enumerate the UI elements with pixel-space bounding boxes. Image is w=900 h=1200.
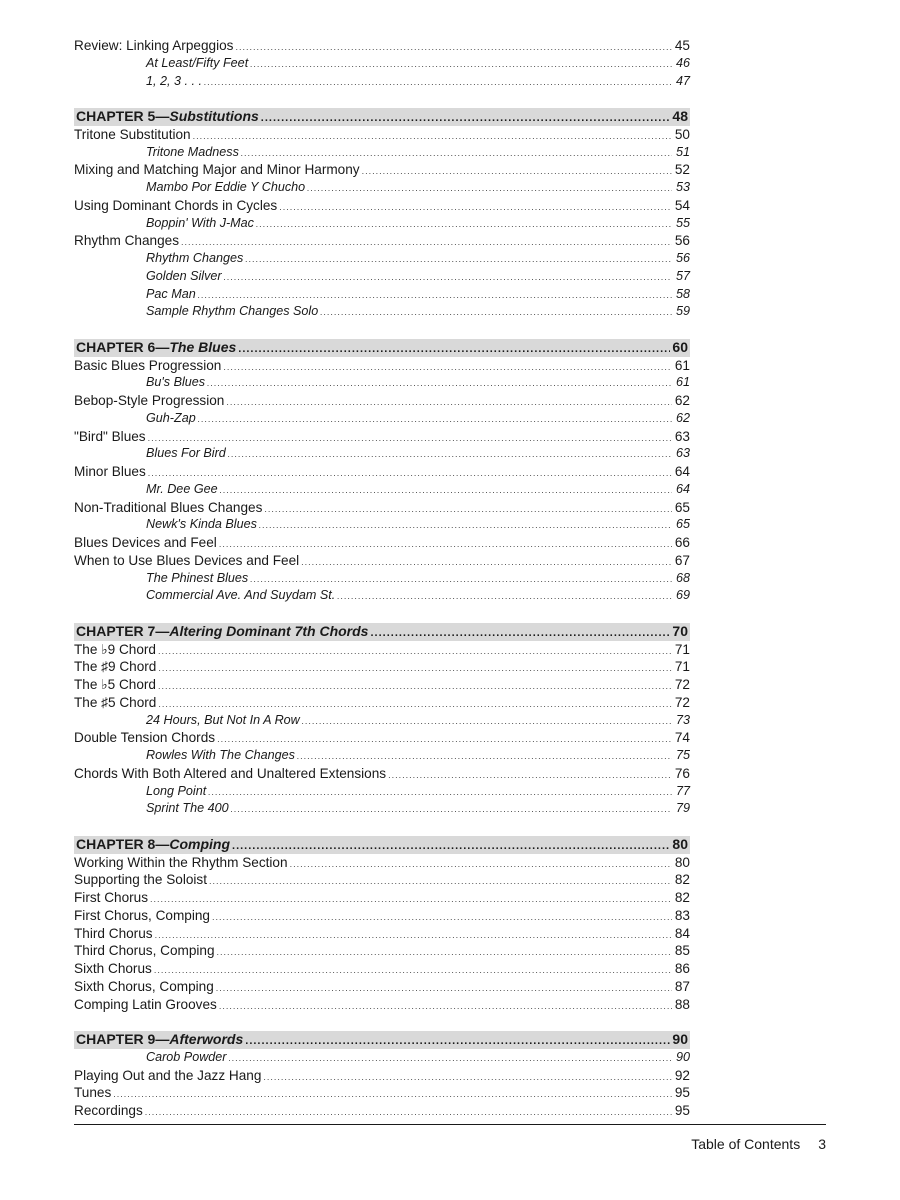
toc-section-entry[interactable] bbox=[74, 907, 690, 925]
toc-entry-title: The ♭9 Chord bbox=[74, 641, 156, 657]
toc-page-number: 84 bbox=[674, 925, 690, 941]
toc-page-number: 75 bbox=[675, 748, 690, 762]
dot-leader bbox=[370, 625, 670, 643]
toc-page-number: 66 bbox=[674, 535, 690, 550]
dot-leader bbox=[362, 163, 672, 181]
toc-page-number: 71 bbox=[674, 659, 690, 675]
toc-page-number: 73 bbox=[675, 712, 690, 727]
toc-entry-title: Rhythm Changes bbox=[146, 251, 244, 265]
toc-section-entry[interactable] bbox=[74, 552, 690, 570]
toc-page-number: 55 bbox=[675, 215, 690, 230]
dot-leader bbox=[320, 304, 672, 322]
toc-section-entry[interactable] bbox=[74, 889, 690, 907]
dot-leader bbox=[232, 838, 670, 856]
toc-section-entry[interactable] bbox=[74, 197, 690, 215]
toc-entry-title: Golden Silver bbox=[146, 268, 222, 283]
chapter-label: CHAPTER 8— bbox=[76, 835, 170, 852]
dot-leader bbox=[219, 998, 672, 1016]
dot-leader bbox=[193, 128, 672, 146]
toc-page-number: 82 bbox=[674, 890, 690, 905]
toc-entry-title: Tritone Substitution bbox=[74, 126, 191, 142]
dot-leader bbox=[113, 1086, 672, 1104]
dot-leader bbox=[158, 660, 672, 678]
toc-entry-title: Working Within the Rhythm Section bbox=[74, 854, 288, 870]
toc-entry-title: First Chorus bbox=[74, 890, 149, 905]
chapter-heading[interactable] bbox=[74, 339, 690, 357]
toc-section-entry[interactable] bbox=[74, 942, 690, 960]
dot-leader bbox=[231, 801, 672, 819]
toc-page-number: 95 bbox=[674, 1103, 690, 1118]
toc-page-number: 58 bbox=[675, 286, 690, 301]
toc-tune-entry[interactable] bbox=[74, 55, 690, 73]
dot-leader bbox=[223, 359, 672, 377]
chapter-label: CHAPTER 6— bbox=[76, 338, 170, 355]
toc-entry-title: Double Tension Chords bbox=[74, 730, 216, 746]
toc-section-entry[interactable] bbox=[74, 871, 690, 889]
dot-leader bbox=[229, 1050, 672, 1068]
toc-entry-title: Guh-Zap bbox=[146, 410, 196, 425]
dot-leader bbox=[154, 962, 672, 980]
toc-tune-entry[interactable] bbox=[74, 286, 690, 304]
toc-page-number: 80 bbox=[674, 854, 690, 870]
toc-section-entry[interactable] bbox=[74, 463, 690, 481]
chapter-name: Substitutions bbox=[169, 108, 259, 124]
toc-entry-title: Sixth Chorus, Comping bbox=[74, 978, 214, 994]
dot-leader bbox=[158, 643, 672, 661]
toc-entry-title: Non-Traditional Blues Changes bbox=[74, 499, 263, 515]
toc-page-number: 80 bbox=[672, 835, 688, 852]
toc-tune-entry[interactable] bbox=[74, 587, 690, 605]
toc-page-number: 86 bbox=[674, 961, 690, 976]
toc-page-number: 50 bbox=[674, 126, 690, 142]
toc-entry-title: Review: Linking Arpeggios bbox=[74, 38, 234, 53]
dot-leader bbox=[250, 571, 672, 589]
toc-tune-entry[interactable] bbox=[74, 250, 690, 268]
toc-entry-title: Mr. Dee Gee bbox=[146, 481, 218, 496]
toc-entry-title: Blues For Bird bbox=[146, 446, 226, 461]
toc-entry-title: The ♯9 Chord bbox=[74, 659, 157, 675]
toc-entry-title: Sprint The 400 bbox=[146, 801, 229, 816]
toc-entry-title: Playing Out and the Jazz Hang bbox=[74, 1067, 262, 1083]
dot-leader bbox=[204, 74, 672, 92]
toc-section-entry[interactable] bbox=[74, 765, 690, 783]
toc-tune-entry[interactable] bbox=[74, 303, 690, 321]
toc-page-number: 62 bbox=[674, 393, 690, 408]
toc-tune-entry[interactable] bbox=[74, 268, 690, 286]
chapter-heading[interactable] bbox=[74, 623, 690, 641]
toc-entry-title: The Phinest Blues bbox=[146, 570, 249, 585]
chapter-heading[interactable] bbox=[74, 1031, 690, 1049]
toc-tune-entry[interactable] bbox=[74, 570, 690, 588]
toc-entry-title: The ♭5 Chord bbox=[74, 677, 156, 692]
dot-leader bbox=[198, 287, 672, 305]
toc-entry-title: Pac Man bbox=[146, 286, 196, 301]
dot-leader bbox=[224, 269, 672, 287]
toc-tune-entry[interactable] bbox=[74, 481, 690, 499]
toc-page-number: 64 bbox=[675, 481, 690, 496]
toc-page-number: 83 bbox=[674, 907, 690, 923]
toc-page-number: 53 bbox=[675, 180, 690, 194]
dot-leader bbox=[148, 430, 672, 448]
footer-section-title: Table of Contents bbox=[691, 1136, 801, 1152]
toc-tune-entry[interactable] bbox=[74, 179, 690, 197]
dot-leader bbox=[235, 39, 672, 57]
toc-tune-entry[interactable] bbox=[74, 445, 690, 463]
toc-page-number: 45 bbox=[674, 38, 690, 53]
toc-entry-title: Using Dominant Chords in Cycles bbox=[74, 197, 278, 213]
toc-page-number: 68 bbox=[675, 570, 690, 585]
dot-leader bbox=[158, 678, 672, 696]
toc-page-number: 88 bbox=[674, 996, 690, 1012]
dot-leader bbox=[216, 980, 672, 998]
toc-entry-title: Minor Blues bbox=[74, 464, 146, 479]
toc-entry-title: Mixing and Matching Major and Minor Harmony bbox=[74, 162, 360, 178]
chapter-name: Comping bbox=[169, 835, 231, 852]
toc-page-number: 82 bbox=[674, 872, 690, 888]
toc-entry-title: The ♯5 Chord bbox=[74, 694, 157, 710]
toc-entry-title: Chords With Both Altered and Unaltered Extensions bbox=[74, 765, 387, 781]
dot-leader bbox=[198, 411, 672, 429]
dot-leader bbox=[263, 1069, 672, 1087]
toc-section-entry[interactable] bbox=[74, 37, 690, 55]
toc-page-number: 85 bbox=[674, 943, 690, 959]
toc-page-number: 90 bbox=[675, 1049, 690, 1064]
toc-entry-title: Long Point bbox=[146, 783, 207, 798]
chapter-title bbox=[76, 623, 368, 641]
chapter-title bbox=[76, 836, 230, 854]
toc-page-number: 90 bbox=[672, 1031, 688, 1047]
toc-page-number: 56 bbox=[674, 233, 690, 249]
toc-entry-title: Third Chorus, Comping bbox=[74, 943, 215, 959]
dot-leader bbox=[220, 482, 672, 500]
dot-leader bbox=[259, 517, 672, 535]
toc-section-entry[interactable] bbox=[74, 1102, 690, 1120]
toc-entry-title: Comping Latin Grooves bbox=[74, 996, 217, 1012]
toc-page-number: 65 bbox=[674, 499, 690, 515]
dot-leader bbox=[150, 891, 672, 909]
dot-leader bbox=[245, 251, 672, 269]
dot-leader bbox=[307, 180, 672, 198]
toc-tune-entry[interactable] bbox=[74, 783, 690, 801]
toc-page-number: 52 bbox=[674, 162, 690, 178]
toc-entry-title: Third Chorus bbox=[74, 925, 153, 941]
chapter-title bbox=[76, 1031, 243, 1049]
toc-page-number: 60 bbox=[672, 338, 688, 355]
toc-page-number: 76 bbox=[674, 765, 690, 781]
dot-leader bbox=[241, 145, 672, 163]
toc-page-number: 63 bbox=[674, 428, 690, 444]
toc-entry-title: Bu's Blues bbox=[146, 375, 206, 390]
toc-section-entry[interactable] bbox=[74, 357, 690, 375]
dot-leader bbox=[337, 588, 672, 606]
toc-page-number: 69 bbox=[675, 588, 690, 603]
chapter-title bbox=[76, 339, 236, 357]
dot-leader bbox=[181, 234, 672, 252]
dot-leader bbox=[261, 110, 670, 128]
toc-page-number: 57 bbox=[675, 268, 690, 283]
toc-section-entry[interactable] bbox=[74, 978, 690, 996]
toc-entry-title: Recordings bbox=[74, 1103, 143, 1118]
dot-leader bbox=[290, 856, 672, 874]
toc-tune-entry[interactable] bbox=[74, 374, 690, 392]
dot-leader bbox=[238, 341, 670, 359]
footer-page-number: 3 bbox=[818, 1136, 826, 1152]
toc-entry-title: Newk's Kinda Blues bbox=[146, 517, 257, 532]
dot-leader bbox=[297, 748, 672, 766]
toc-section-entry[interactable] bbox=[74, 232, 690, 250]
toc-entry-title: Basic Blues Progression bbox=[74, 357, 222, 373]
chapter-name: Altering Dominant 7th Chords bbox=[169, 622, 369, 639]
toc-section-entry[interactable] bbox=[74, 960, 690, 978]
toc-entry-title: 1, 2, 3 . . . bbox=[146, 73, 203, 88]
toc-entry-title: "Bird" Blues bbox=[74, 428, 146, 444]
chapter-heading[interactable] bbox=[74, 108, 690, 126]
page-footer bbox=[74, 1136, 826, 1152]
dot-leader bbox=[212, 909, 672, 927]
toc-entry-title: Supporting the Soloist bbox=[74, 872, 208, 888]
dot-leader bbox=[250, 56, 672, 74]
toc-section-entry[interactable] bbox=[74, 641, 690, 659]
toc-page-number: 71 bbox=[674, 641, 690, 657]
dot-leader bbox=[145, 1104, 672, 1122]
dot-leader bbox=[148, 465, 672, 483]
toc-tune-entry[interactable] bbox=[74, 516, 690, 534]
toc-tune-entry[interactable] bbox=[74, 712, 690, 730]
toc-section-entry[interactable] bbox=[74, 428, 690, 446]
toc-entry-title: Commercial Ave. And Suydam St. bbox=[146, 588, 336, 603]
toc-entry-title: Mambo Por Eddie Y Chucho bbox=[146, 180, 306, 194]
toc-entry-title: Tunes bbox=[74, 1085, 112, 1101]
toc-entry-title: 24 Hours, But Not In A Row bbox=[146, 712, 300, 727]
toc-page-number: 62 bbox=[675, 410, 690, 425]
toc-page-number: 95 bbox=[674, 1085, 690, 1101]
chapter-title bbox=[76, 108, 259, 126]
toc-entry-title: Sixth Chorus bbox=[74, 961, 152, 976]
toc-entry-title: Sample Rhythm Changes Solo bbox=[146, 304, 319, 319]
toc-section-entry[interactable] bbox=[74, 658, 690, 676]
toc-page-number: 92 bbox=[674, 1067, 690, 1083]
toc-entry-title: Bebop-Style Progression bbox=[74, 393, 225, 408]
toc-page-number: 56 bbox=[675, 251, 690, 265]
toc-page-number: 54 bbox=[674, 197, 690, 213]
toc-entry-title: Carob Powder bbox=[146, 1049, 227, 1064]
toc-page-number: 72 bbox=[674, 677, 690, 692]
toc-page-number: 70 bbox=[672, 622, 688, 639]
toc-section-entry[interactable] bbox=[74, 1067, 690, 1085]
toc-page-number: 61 bbox=[674, 357, 690, 373]
toc-entry-title: At Least/Fifty Feet bbox=[146, 55, 249, 70]
dot-leader bbox=[279, 199, 672, 217]
toc-page-number: 64 bbox=[674, 464, 690, 479]
dot-leader bbox=[208, 784, 672, 802]
toc-page-number: 51 bbox=[675, 144, 690, 159]
dot-leader bbox=[209, 873, 672, 891]
dot-leader bbox=[226, 394, 672, 412]
toc-tune-entry[interactable] bbox=[74, 747, 690, 765]
footer-rule bbox=[74, 1124, 826, 1125]
toc-section-entry[interactable] bbox=[74, 392, 690, 410]
table-of-contents bbox=[74, 37, 690, 1120]
toc-section-entry[interactable] bbox=[74, 676, 690, 694]
toc-page-number: 46 bbox=[675, 55, 690, 70]
toc-page-number: 77 bbox=[675, 783, 690, 798]
toc-tune-entry[interactable] bbox=[74, 215, 690, 233]
chapter-name: Afterwords bbox=[169, 1031, 244, 1047]
toc-entry-title: Tritone Madness bbox=[146, 144, 239, 159]
chapter-label: CHAPTER 9— bbox=[76, 1031, 170, 1047]
toc-section-entry[interactable] bbox=[74, 499, 690, 517]
toc-section-entry[interactable] bbox=[74, 161, 690, 179]
toc-tune-entry[interactable] bbox=[74, 1049, 690, 1067]
dot-leader bbox=[217, 944, 672, 962]
toc-section-entry[interactable] bbox=[74, 1084, 690, 1102]
toc-page-number: 47 bbox=[675, 73, 690, 88]
toc-page-number: 61 bbox=[675, 375, 690, 390]
toc-page-number: 87 bbox=[674, 978, 690, 994]
chapter-label: CHAPTER 5— bbox=[76, 108, 170, 124]
chapter-heading[interactable] bbox=[74, 836, 690, 854]
toc-entry-title: First Chorus, Comping bbox=[74, 907, 210, 923]
toc-page-number: 79 bbox=[675, 801, 690, 816]
toc-section-entry[interactable] bbox=[74, 854, 690, 872]
toc-entry-title: Rowles With The Changes bbox=[146, 748, 295, 762]
toc-tune-entry[interactable] bbox=[74, 73, 690, 91]
toc-section-entry[interactable] bbox=[74, 996, 690, 1014]
dot-leader bbox=[301, 554, 672, 572]
toc-page-number: 63 bbox=[675, 446, 690, 461]
toc-entry-title: Rhythm Changes bbox=[74, 233, 180, 249]
dot-leader bbox=[245, 1033, 670, 1051]
dot-leader bbox=[388, 767, 672, 785]
toc-section-entry[interactable] bbox=[74, 126, 690, 144]
dot-leader bbox=[264, 501, 672, 519]
toc-tune-entry[interactable] bbox=[74, 144, 690, 162]
dot-leader bbox=[228, 446, 672, 464]
toc-section-entry[interactable] bbox=[74, 694, 690, 712]
dot-leader bbox=[155, 927, 672, 945]
toc-page-number: 67 bbox=[674, 552, 690, 568]
toc-tune-entry[interactable] bbox=[74, 800, 690, 818]
toc-section-entry[interactable] bbox=[74, 729, 690, 747]
toc-entry-title: When to Use Blues Devices and Feel bbox=[74, 552, 300, 568]
toc-page-number: 48 bbox=[672, 108, 688, 124]
toc-page-number: 74 bbox=[674, 730, 690, 746]
toc-page-number: 72 bbox=[674, 694, 690, 710]
dot-leader bbox=[207, 375, 672, 393]
chapter-name: The Blues bbox=[169, 338, 237, 355]
toc-section-entry[interactable] bbox=[74, 534, 690, 552]
toc-entry-title: Boppin' With J-Mac bbox=[146, 215, 254, 230]
toc-entry-title: Blues Devices and Feel bbox=[74, 535, 217, 550]
toc-section-entry[interactable] bbox=[74, 925, 690, 943]
toc-page-number: 65 bbox=[675, 517, 690, 532]
dot-leader bbox=[256, 216, 672, 234]
dot-leader bbox=[302, 713, 672, 731]
chapter-label: CHAPTER 7— bbox=[76, 622, 170, 639]
toc-tune-entry[interactable] bbox=[74, 410, 690, 428]
toc-page-number: 59 bbox=[675, 304, 690, 319]
